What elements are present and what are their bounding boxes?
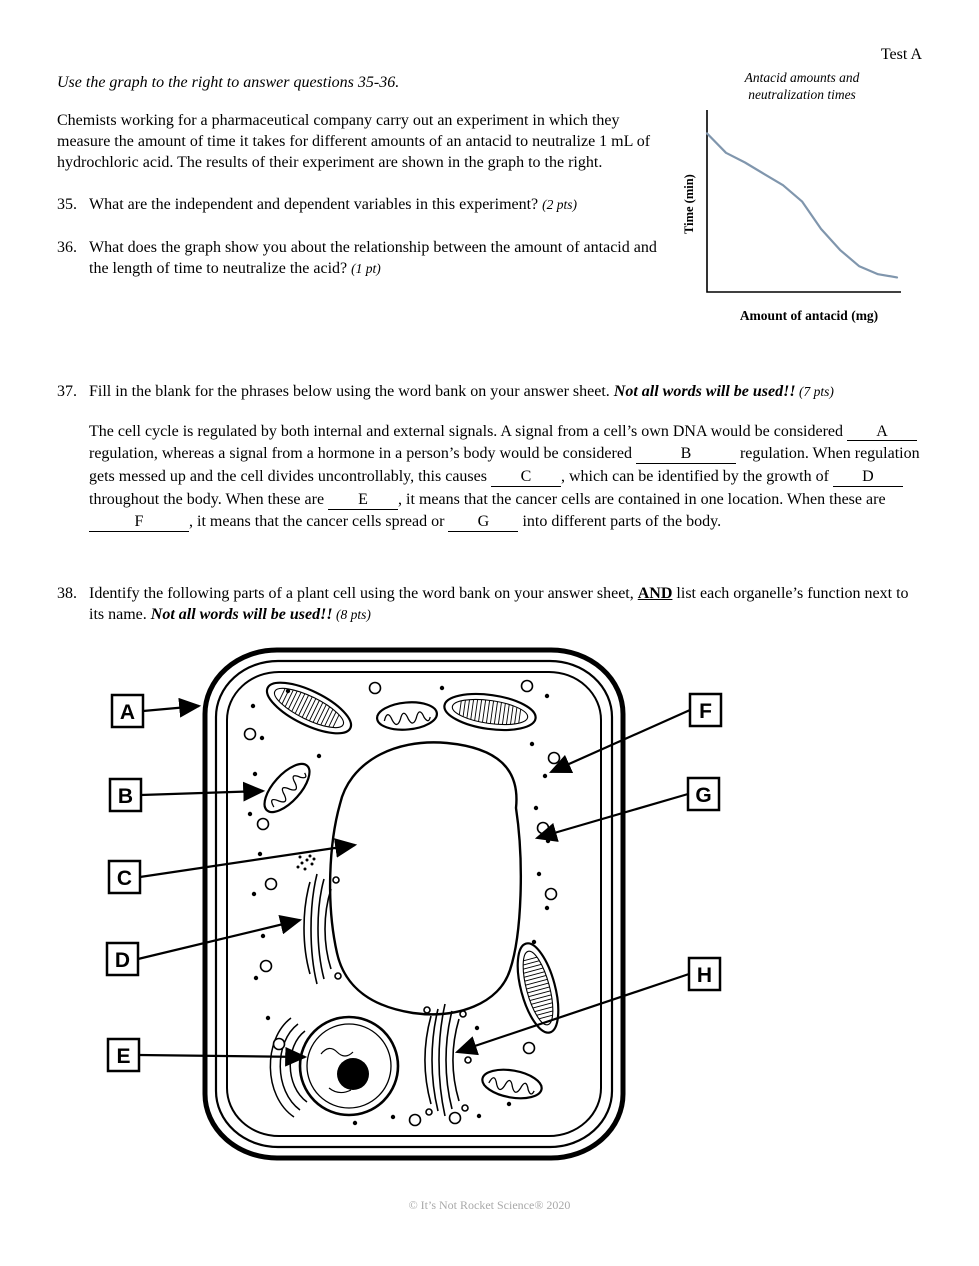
q38-seg2: list each organelle’s function next to its name: [89, 585, 909, 623]
question-38-block: [57, 584, 922, 1184]
question-37-block: [57, 382, 922, 534]
label-letter-a: A: [119, 700, 136, 724]
question-37-paragraph: [89, 421, 922, 535]
chart-title-line1: Antacid amounts and: [744, 70, 860, 85]
q37-seg8: into different parts of the body.: [518, 513, 722, 531]
label-letter-h: H: [696, 963, 713, 987]
diagram-label-b: [110, 779, 141, 811]
q37-seg3: regulation. When regulation gets messed up and the cell divides uncontrollably, this causes: [89, 445, 920, 485]
plant-cell-diagram: [57, 636, 922, 1184]
question-38-points: (8 pts): [332, 606, 371, 622]
question-37-points: (7 pts): [795, 383, 834, 399]
graph-instruction: Use the graph to the right to answer questions 35-36.: [57, 74, 400, 91]
question-38-text: [89, 584, 922, 626]
chart-title-line2: neutralization times: [748, 86, 856, 102]
blank-d: D: [833, 469, 903, 487]
label-letter-f: F: [699, 699, 712, 723]
chart-axes: [707, 110, 901, 292]
experiment-description: Chemists working for a pharmaceutical company carry out an experiment in which they measure the amount of time it takes for different amounts of an antacid to neutralize 1 mL of hydrochloric acid. The results of their experiment are shown in the graph to the right.: [57, 112, 651, 172]
label-letter-b: B: [117, 784, 134, 808]
label-letter-d: D: [114, 948, 131, 972]
question-38-emphasis: Not all words will be used!!: [150, 605, 333, 623]
q38-seg2b: .: [142, 605, 151, 623]
plant-cell-svg: [57, 636, 922, 1184]
q38-and: AND: [637, 585, 673, 603]
question-35-points: (2 pts): [542, 197, 578, 213]
diagram-label-g: [688, 778, 719, 810]
antacid-chart: [682, 70, 922, 324]
question-36-number: 36.: [57, 239, 77, 257]
blank-a: A: [847, 424, 917, 442]
chart-y-axis-label: Time (min): [682, 173, 696, 234]
question-37-text: [89, 382, 922, 403]
antacid-chart-plot: [697, 108, 905, 300]
diagram-label-f: [690, 694, 721, 726]
question-36-text: [89, 238, 665, 280]
chart-line: [707, 133, 897, 277]
question-35-text: [89, 195, 665, 216]
question-35-body: What are the independent and dependent variables in this experiment?: [89, 196, 543, 214]
question-38-number: 38.: [57, 585, 77, 603]
label-letter-e: E: [116, 1044, 131, 1068]
blank-b: B: [636, 446, 736, 464]
q37-seg2: regulation, whereas a signal from a hormone in a person’s body would be considered: [89, 445, 636, 463]
question-37-emphasis: Not all words will be used!!: [613, 382, 796, 400]
diagram-label-e: [108, 1039, 139, 1071]
question-36: [57, 238, 665, 280]
diagram-label-d: [107, 943, 138, 975]
q37-seg5: throughout the body. When these are: [89, 490, 329, 508]
label-letter-c: C: [116, 866, 133, 890]
question-37: [57, 382, 922, 403]
test-version-label: Test A: [880, 46, 922, 63]
diagram-label-c: [109, 861, 140, 893]
copyright-footer: © It’s Not Rocket Science® 2020: [408, 1197, 571, 1212]
chart-title: [682, 70, 922, 104]
arrow-a: [143, 706, 199, 711]
question-36-points: (1 pt): [351, 260, 381, 276]
label-letter-g: G: [695, 783, 712, 807]
question-37-prompt: Fill in the blank for the phrases below using the word bank on your answer sheet.: [89, 382, 614, 400]
blank-g: G: [448, 514, 518, 532]
question-35-number: 35.: [57, 196, 77, 214]
top-section: [57, 70, 922, 324]
question-38: [57, 584, 922, 626]
q37-seg6: , it means that the cancer cells are contained in one location. When these are: [398, 490, 886, 508]
q37-seg7: , it means that the cancer cells spread or: [189, 513, 449, 531]
antacid-chart-column: [682, 70, 922, 324]
blank-c: C: [491, 469, 561, 487]
question-36-body: What does the graph show you about the relationship between the amount of antacid and the length of time to neutralize the acid?: [89, 239, 657, 277]
central-vacuole: [330, 742, 521, 1014]
chart-body: [682, 108, 922, 300]
nucleolus: [337, 1058, 369, 1090]
chart-x-axis-label: Amount of antacid (mg): [739, 307, 879, 323]
diagram-label-h: [689, 958, 720, 990]
q38-seg1: Identify the following parts of a plant cell using the word bank on your answer sheet,: [89, 585, 638, 603]
q37-seg1: The cell cycle is regulated by both internal and external signals. A signal from a cell’s own DNA would be considered: [89, 422, 848, 440]
question-35: [57, 195, 665, 216]
q37-seg4: , which can be identified by the growth of: [560, 467, 833, 485]
questions-35-36-column: [57, 70, 665, 280]
blank-f: F: [89, 514, 189, 532]
blank-e: E: [328, 492, 398, 510]
diagram-label-a: [112, 695, 143, 727]
question-37-number: 37.: [57, 382, 77, 400]
